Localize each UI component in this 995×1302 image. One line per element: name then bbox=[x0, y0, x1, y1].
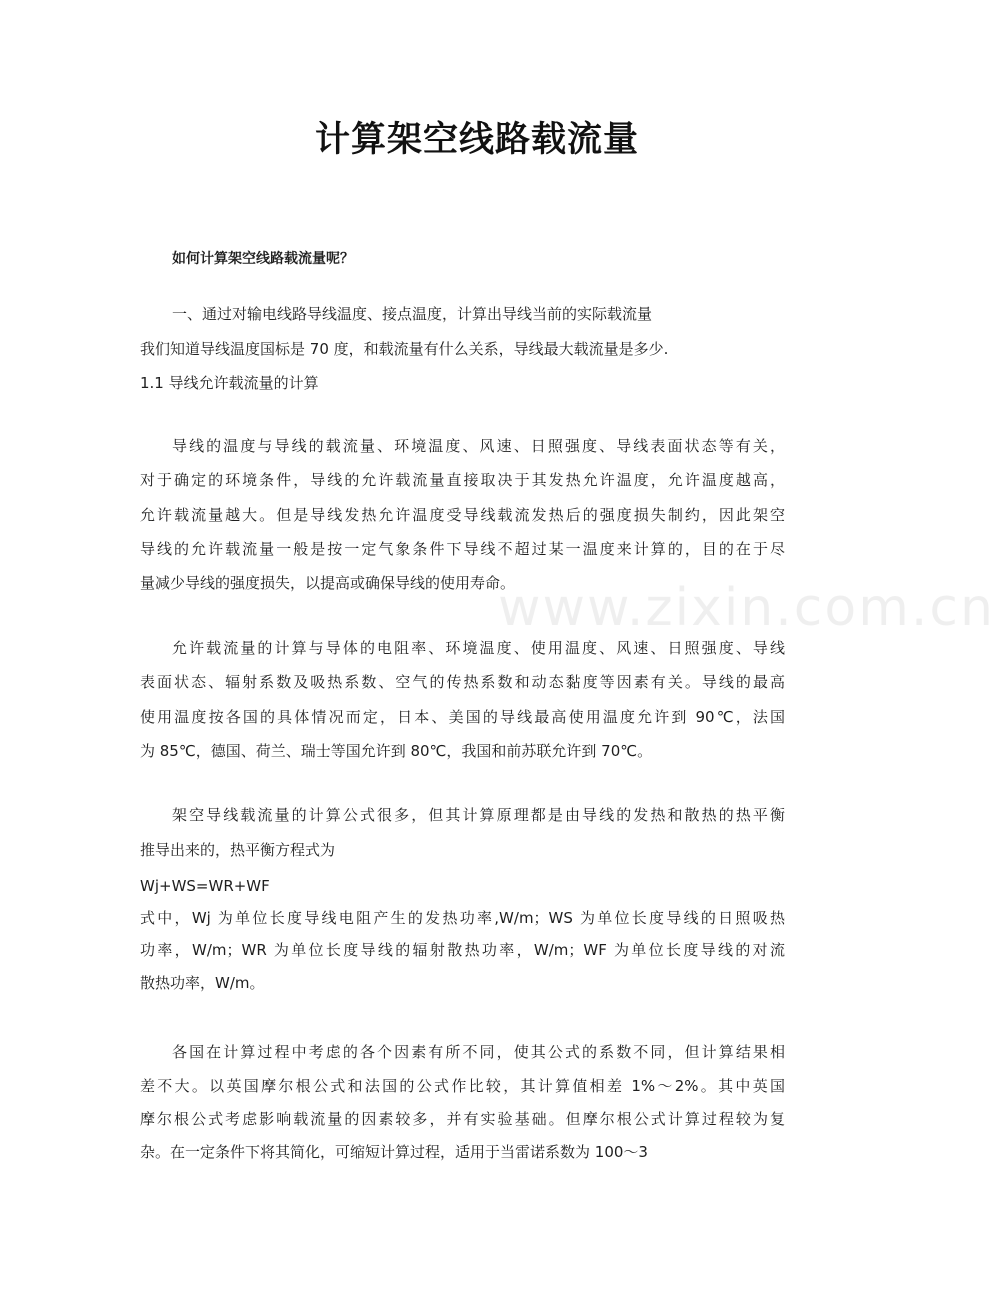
paragraph-line: 各国在计算过程中考虑的各个因素有所不同，使其公式的系数不同，但计算结果相 bbox=[172, 1043, 785, 1061]
paragraph-line: 导线的允许载流量一般是按一定气象条件下导线不超过某一温度来计算的，目的在于尽 bbox=[140, 540, 785, 558]
equation: Wj+WS=WR+WF bbox=[140, 877, 270, 895]
paragraph-line: 对于确定的环境条件，导线的允许载流量直接取决于其发热允许温度，允许温度越高， bbox=[140, 471, 785, 489]
paragraph-line: 摩尔根公式考虑影响载流量的因素较多，并有实验基础。但摩尔根公式计算过程较为复 bbox=[140, 1110, 785, 1128]
paragraph-line: 推导出来的，热平衡方程式为 bbox=[140, 841, 336, 859]
section1-line: 我们知道导线温度国标是 70 度，和载流量有什么关系，导线最大载流量是多少. bbox=[140, 340, 669, 358]
paragraph-line: 表面状态、辐射系数及吸热系数、空气的传热系数和动态黏度等因素有关。导线的最高 bbox=[140, 673, 785, 691]
document-subtitle: 如何计算架空线路载流量呢？ bbox=[172, 251, 354, 267]
paragraph-line: 为 85℃，德国、荷兰、瑞士等国允许到 80℃，我国和前苏联允许到 70℃。 bbox=[140, 742, 653, 760]
section1-line: 一、通过对输电线路导线温度、接点温度，计算出导线当前的实际载流量 bbox=[172, 305, 653, 323]
paragraph-line: 差不大。以英国摩尔根公式和法国的公式作比较，其计算值相差 1%～2%。其中英国 bbox=[140, 1077, 785, 1095]
paragraph-line: 杂。在一定条件下将其简化，可缩短计算过程，适用于当雷诺系数为 100～3 bbox=[140, 1143, 648, 1161]
paragraph-line: 量减少导线的强度损失，以提高或确保导线的使用寿命。 bbox=[140, 574, 516, 592]
section1-heading: 1.1 导线允许载流量的计算 bbox=[140, 374, 319, 392]
paragraph-line: 式中，Wj 为单位长度导线电阻产生的发热功率,W/m；WS 为单位长度导线的日照吸热 bbox=[140, 909, 785, 927]
paragraph-line: 导线的温度与导线的载流量、环境温度、风速、日照强度、导线表面状态等有关， bbox=[172, 437, 785, 455]
paragraph-line: 功率，W/m；WR 为单位长度导线的辐射散热功率，W/m；WF 为单位长度导线的对流 bbox=[140, 941, 785, 959]
paragraph-line: 允许载流量越大。但是导线发热允许温度受导线载流发热后的强度损失制约，因此架空 bbox=[140, 506, 785, 524]
paragraph-line: 使用温度按各国的具体情况而定，日本、美国的导线最高使用温度允许到 90℃，法国 bbox=[140, 708, 785, 726]
paragraph-line: 散热功率，W/m。 bbox=[140, 974, 265, 992]
watermark: www.zixin.com.cn bbox=[498, 578, 995, 638]
document-title: 计算架空线路载流量 bbox=[314, 119, 639, 160]
paragraph-line: 允许载流量的计算与导体的电阻率、环境温度、使用温度、风速、日照强度、导线 bbox=[172, 639, 785, 657]
paragraph-line: 架空导线载流量的计算公式很多，但其计算原理都是由导线的发热和散热的热平衡 bbox=[172, 806, 785, 824]
